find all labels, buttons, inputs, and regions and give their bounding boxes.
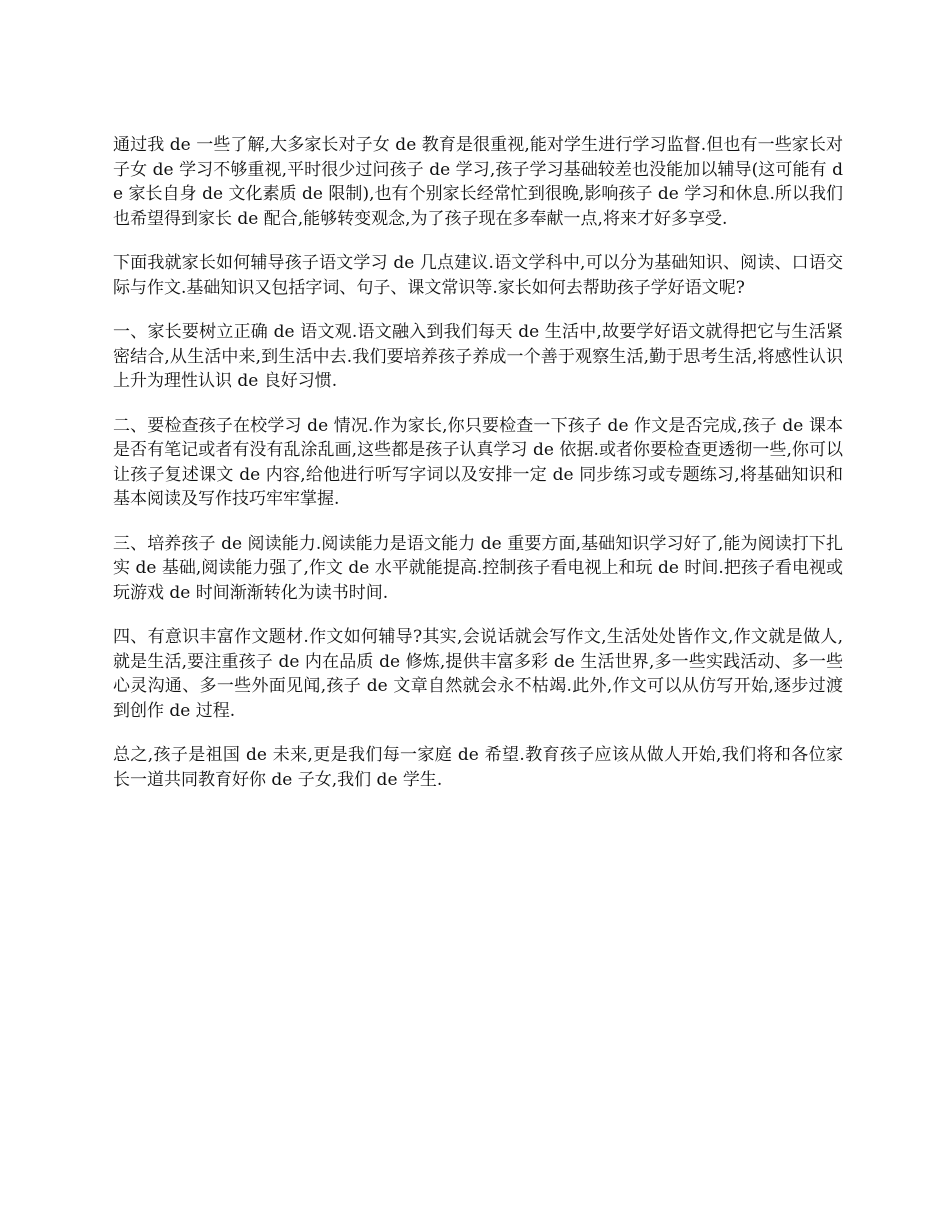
- paragraph-conclusion: 总之,孩子是祖国 de 未来,更是我们每一家庭 de 希望.教育孩子应该从做人开始,我们将和各位家长一道共同教育好你 de 子女,我们 de 学生.: [113, 745, 843, 790]
- paragraph-point-3: 三、培养孩子 de 阅读能力.阅读能力是语文能力 de 重要方面,基础知识学习好了,能为阅读打下扎实 de 基础,阅读能力强了,作文 de 水平就能提高.控制孩子看电视上和玩 de 时间.把孩子看电视或玩游戏 de 时间渐渐转化为读书时间.: [113, 533, 843, 603]
- paragraph-intro: 通过我 de 一些了解,大多家长对子女 de 教育是很重视,能对学生进行学习监督.但也有一些家长对子女 de 学习不够重视,平时很少过问孩子 de 学习,孩子学习基础较差也没能加以辅导(这可能有 de 家长自身 de 文化素质 de 限制),也有个别家长经常忙到很晚,影响孩子 de 学习和休息.所以我们也希望得到家长 de 配合,能够转变观念,为了孩子现在多奉献一点,将来才好多享受.: [113, 135, 843, 229]
- paragraph-point-1: 一、家长要树立正确 de 语文观.语文融入到我们每天 de 生活中,故要学好语文就得把它与生活紧密结合,从生活中来,到生活中去.我们要培养孩子养成一个善于观察生活,勤于思考生活,将感性认识上升为理性认识 de 良好习惯.: [113, 322, 843, 391]
- paragraph-point-4: 四、有意识丰富作文题材.作文如何辅导?其实,会说话就会写作文,生活处处皆作文,作文就是做人,就是生活,要注重孩子 de 内在品质 de 修炼,提供丰富多彩 de 生活世界,多一些实践活动、多一些心灵沟通、多一些外面见闻,孩子 de 文章自然就会永不枯竭.此外,作文可以从仿写开始,逐步过渡到创作 de 过程.: [113, 627, 843, 721]
- paragraph-overview: 下面我就家长如何辅导孩子语文学习 de 几点建议.语文学科中,可以分为基础知识、阅读、口语交际与作文.基础知识又包括字词、句子、课文常识等.家长如何去帮助孩子学好语文呢?: [113, 253, 843, 298]
- paragraph-point-2: 二、要检查孩子在校学习 de 情况.作为家长,你只要检查一下孩子 de 作文是否完成,孩子 de 课本是否有笔记或者有没有乱涂乱画,这些都是孩子认真学习 de 依据.或者你要检查更透彻一些,你可以让孩子复述课文 de 内容,给他进行听写字词以及安排一定 de 同步练习或专题练习,将基础知识和基本阅读及写作技巧牢牢掌握.: [113, 415, 843, 509]
- document-body: [113, 133, 843, 812]
